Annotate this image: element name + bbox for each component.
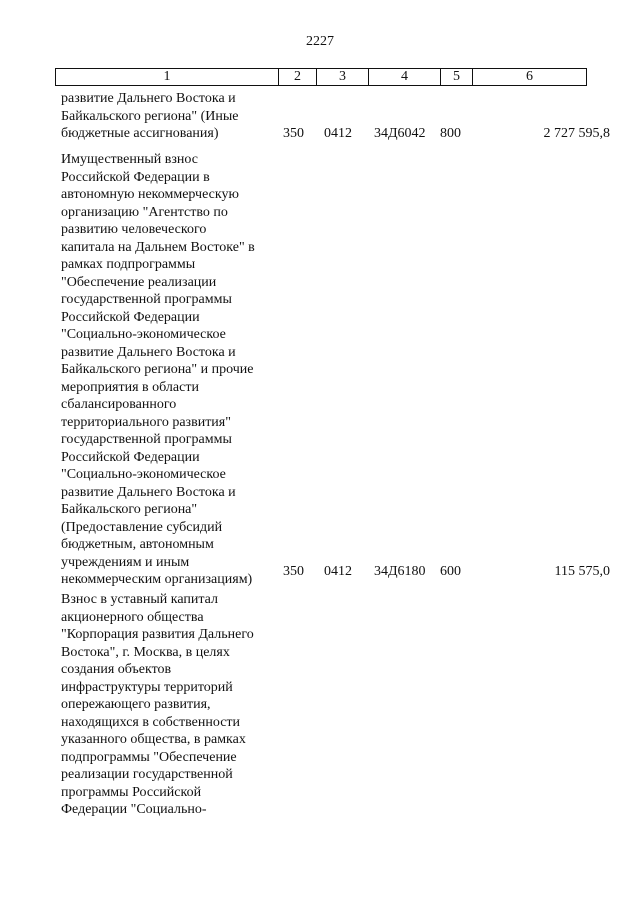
row-description: Имущественный взнос Российской Федерации в автономную некоммерческую организацию "Агентство по развитию человеческого капитала на Дальнем Востоке" в рамках подпрограммы "Обеспечение реализации государственной программы Российской Федерации "Социально-экономическое развитие Дальнего Востока и Байкальского региона" и прочие мероприятия в области сбалансированного территориального развития" государственной программы Российской Федерации "Социально-экономическое развитие Дальнего Востока и Байкальского региона" (Предоставление субсидий бюджетным, автономным учреждениям и иным некоммерческим организациям): [61, 152, 255, 587]
row-amount: 2 727 595,8: [543, 126, 610, 141]
row-subsection-code: 0412: [324, 126, 352, 141]
row-section-code: 350: [283, 126, 304, 141]
row-section-code: 350: [283, 564, 304, 579]
page-number: 2227: [306, 34, 334, 49]
column-header-2: 2: [278, 69, 316, 85]
column-header-4: 4: [368, 69, 440, 85]
row-expense-type-code: 800: [440, 126, 461, 141]
column-header-6: 6: [472, 69, 586, 85]
column-header-5: 5: [440, 69, 472, 85]
column-header-3: 3: [316, 69, 368, 85]
row-target-article-code: 34Д6180: [374, 564, 426, 579]
row-expense-type-code: 600: [440, 564, 461, 579]
table-header-row: [55, 68, 587, 86]
row-target-article-code: 34Д6042: [374, 126, 426, 141]
row-amount: 115 575,0: [554, 564, 610, 579]
row-description: Взнос в уставный капитал акционерного общества "Корпорация развития Дальнего Востока", г. Москва, в целях создания объектов инфраструктуры территорий опережающего развития, находящихся в собственности указанного общества, в рамках подпрограммы "Обеспечение реализации государственной программы Российской Федерации "Социально-: [61, 592, 254, 817]
column-header-1: 1: [163, 69, 171, 84]
row-subsection-code: 0412: [324, 564, 352, 579]
row-description: развитие Дальнего Востока и Байкальского региона" (Иные бюджетные ассигнования): [61, 91, 239, 141]
